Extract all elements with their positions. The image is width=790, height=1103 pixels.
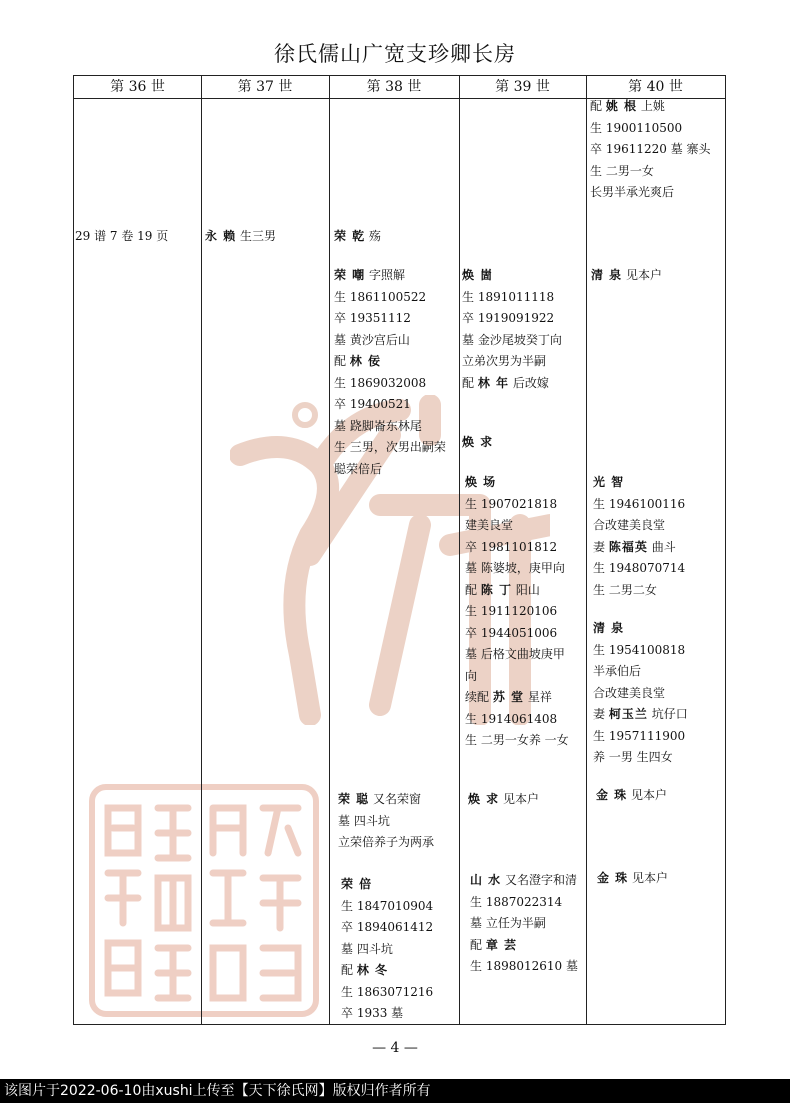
spouse-name: 柯玉兰 bbox=[608, 707, 648, 721]
gen39-entry-huanchang bbox=[465, 472, 569, 752]
spouse-prefix: 配 bbox=[470, 937, 483, 952]
person-name: 焕 求 bbox=[462, 435, 494, 449]
copyright-footer: 该图片于2022-06-10由xushi上传至【天下徐氏网】版权归作者所有 bbox=[0, 1079, 790, 1103]
spouse-prefix: 续配 bbox=[465, 690, 490, 704]
gen40-entry-qingquan-ref bbox=[591, 265, 662, 287]
page-title: 徐氏儒山广宽支珍卿长房 bbox=[274, 42, 516, 66]
gen39-entry-shanshui bbox=[470, 870, 578, 978]
person-name: 清 泉 bbox=[591, 268, 623, 282]
person-name: 永 赖 bbox=[205, 229, 237, 243]
detail-line: 建美良堂 bbox=[465, 518, 514, 532]
person-name: 荣 嘲 bbox=[334, 268, 366, 282]
detail-line: 生 二男一女 bbox=[590, 163, 654, 178]
person-note: 又名澄字和清 bbox=[505, 873, 578, 887]
detail-line: 半承伯后 bbox=[593, 664, 642, 678]
gen38-entry-rongqian bbox=[334, 226, 381, 248]
spouse-name: 林 年 bbox=[477, 375, 510, 390]
detail-line: 生 1911120106 bbox=[465, 604, 558, 618]
spouse-name: 陈 丁 bbox=[480, 582, 513, 597]
spouse-name: 章 芸 bbox=[485, 937, 518, 952]
spouse-note: 坑仔口 bbox=[651, 707, 688, 721]
gen40-entry-guangzhi bbox=[593, 472, 685, 601]
gen38-entry-rongcong bbox=[338, 789, 434, 854]
detail-line: 生 1847010904 bbox=[341, 898, 434, 913]
detail-line: 生 三男，次男出嗣荣 bbox=[334, 440, 446, 454]
spouse-name: 苏 堂 bbox=[492, 690, 525, 704]
detail-line: 生 1887022314 bbox=[470, 894, 563, 909]
spouse-name: 林 佞 bbox=[349, 354, 382, 368]
person-note: 见本户 bbox=[632, 871, 669, 885]
detail-line: 立荣倍养子为两承 bbox=[338, 835, 435, 849]
gen37-entry-yonglai bbox=[205, 226, 276, 248]
person-name: 金 珠 bbox=[597, 871, 629, 885]
spouse-note: 上姚 bbox=[640, 99, 665, 113]
detail-line: 生 二男二女 bbox=[593, 582, 657, 597]
detail-line: 墓 陈婆坡，庚甲向 bbox=[465, 561, 565, 575]
spouse-note: 星祥 bbox=[527, 690, 552, 704]
person-name: 荣 倍 bbox=[341, 877, 373, 891]
gen39-entry-huanqiu-ref bbox=[468, 789, 539, 811]
detail-line: 卒 1944051006 bbox=[465, 625, 558, 640]
spouse-prefix: 配 bbox=[462, 375, 475, 390]
spouse-note: 阳山 bbox=[515, 582, 540, 597]
gen40-entry-qingquan bbox=[593, 618, 688, 769]
detail-line: 墓 后格文曲坡庚甲 bbox=[465, 647, 565, 661]
person-name: 焕 求 bbox=[468, 792, 500, 806]
gen36-reference: 29 谱 7 卷 19 页 bbox=[75, 229, 169, 243]
detail-line: 养 一男 生四女 bbox=[593, 750, 673, 764]
person-note: 见本户 bbox=[503, 792, 540, 806]
person-note: 生三男 bbox=[240, 229, 277, 243]
detail-line: 墓 四斗坑 bbox=[341, 941, 393, 956]
detail-line: 向 bbox=[465, 668, 478, 683]
detail-line: 卒 19400521 bbox=[334, 397, 411, 411]
detail-line: 生 二男一女养 一女 bbox=[465, 733, 569, 747]
spouse-note: 后改嫁 bbox=[512, 375, 549, 390]
detail-line: 生 1948070714 bbox=[593, 561, 686, 575]
person-note: 字照解 bbox=[369, 268, 406, 282]
person-name: 荣 乾 bbox=[334, 229, 366, 243]
detail-line: 生 1891011118 bbox=[462, 289, 555, 304]
gen39-entry-huanci bbox=[462, 265, 562, 394]
person-name: 金 珠 bbox=[596, 788, 628, 802]
detail-line: 生 1914061408 bbox=[465, 711, 558, 726]
person-note: 又名荣窗 bbox=[373, 792, 422, 806]
person-name: 清 泉 bbox=[593, 621, 625, 635]
spouse-name: 林 冬 bbox=[356, 963, 389, 977]
gen38-entry-rongchao bbox=[334, 265, 446, 480]
detail-line: 墓 四斗坑 bbox=[338, 813, 390, 828]
detail-line: 生 1898012610 墓 bbox=[470, 959, 578, 973]
detail-line: 生 1900110500 bbox=[590, 120, 683, 135]
spouse-prefix: 配 bbox=[334, 354, 347, 368]
person-name: 焕 场 bbox=[465, 475, 497, 489]
person-note: 殇 bbox=[369, 229, 382, 243]
detail-line: 卒 1894061412 bbox=[341, 920, 434, 934]
detail-line: 卒 1933 墓 bbox=[341, 1006, 404, 1020]
header-gen-37: 第 37 世 bbox=[237, 79, 293, 95]
header-gen-36: 第 36 世 bbox=[110, 79, 165, 95]
detail-line: 生 1861100522 bbox=[334, 289, 427, 304]
header-gen-40: 第 40 世 bbox=[628, 79, 683, 95]
person-name: 山 水 bbox=[470, 873, 502, 887]
spouse-name: 陈福英 bbox=[608, 539, 648, 554]
detail-line: 生 1957111900 bbox=[593, 728, 686, 743]
detail-line: 生 1946100116 bbox=[593, 496, 686, 511]
gen39-entry-huanqiu bbox=[462, 432, 493, 454]
person-note: 见本户 bbox=[631, 788, 668, 802]
detail-line: 合改建美良堂 bbox=[593, 685, 666, 700]
detail-line: 长男半承光爽后 bbox=[590, 185, 675, 199]
person-name: 荣 聪 bbox=[338, 792, 370, 806]
detail-line: 聪荣倍后 bbox=[334, 461, 383, 476]
detail-line: 卒 1981101812 bbox=[465, 539, 558, 554]
detail-line: 卒 1919091922 bbox=[462, 311, 555, 325]
detail-line: 墓 金沙尾坡癸丁向 bbox=[462, 332, 562, 347]
column-divider bbox=[459, 76, 460, 1024]
detail-line: 生 1954100818 bbox=[593, 642, 686, 657]
column-divider bbox=[586, 76, 587, 1024]
detail-line: 生 1907021818 bbox=[465, 496, 558, 511]
page-number: — 4 — bbox=[372, 1040, 418, 1056]
column-divider bbox=[329, 76, 330, 1024]
detail-line: 卒 19611220 墓 寨头 bbox=[590, 142, 711, 156]
gen40-entry-jinzhu-ref bbox=[596, 785, 667, 807]
spouse-prefix: 配 bbox=[341, 963, 354, 977]
detail-line: 生 1863071216 bbox=[341, 984, 434, 999]
detail-line: 卒 19351112 bbox=[334, 311, 411, 325]
spouse-note: 曲斗 bbox=[651, 539, 676, 554]
spouse-prefix: 配 bbox=[465, 582, 478, 597]
person-name: 焕 崮 bbox=[462, 268, 494, 282]
detail-line: 墓 跷脚崙东林尾 bbox=[334, 418, 422, 433]
gen38-entry-rongbei bbox=[341, 874, 433, 1025]
detail-line: 立弟次男为半嗣 bbox=[462, 354, 547, 368]
spouse-name: 姚 根 bbox=[605, 99, 638, 113]
column-divider bbox=[201, 76, 202, 1024]
header-gen-39: 第 39 世 bbox=[495, 79, 550, 95]
person-name: 光 智 bbox=[593, 475, 625, 489]
person-note: 见本户 bbox=[626, 268, 663, 282]
detail-line: 生 1869032008 bbox=[334, 375, 427, 390]
detail-line: 合改建美良堂 bbox=[593, 518, 666, 532]
detail-line: 墓 黄沙宫后山 bbox=[334, 332, 410, 347]
gen40-entry-jinzhu-ref-2 bbox=[597, 868, 668, 890]
gen40-entry-top-spouse bbox=[590, 96, 711, 204]
spouse-prefix: 妻 bbox=[593, 707, 606, 721]
spouse-prefix: 妻 bbox=[593, 539, 606, 554]
detail-line: 墓 立任为半嗣 bbox=[470, 916, 546, 930]
spouse-prefix: 配 bbox=[590, 99, 603, 113]
header-gen-38: 第 38 世 bbox=[366, 79, 422, 95]
